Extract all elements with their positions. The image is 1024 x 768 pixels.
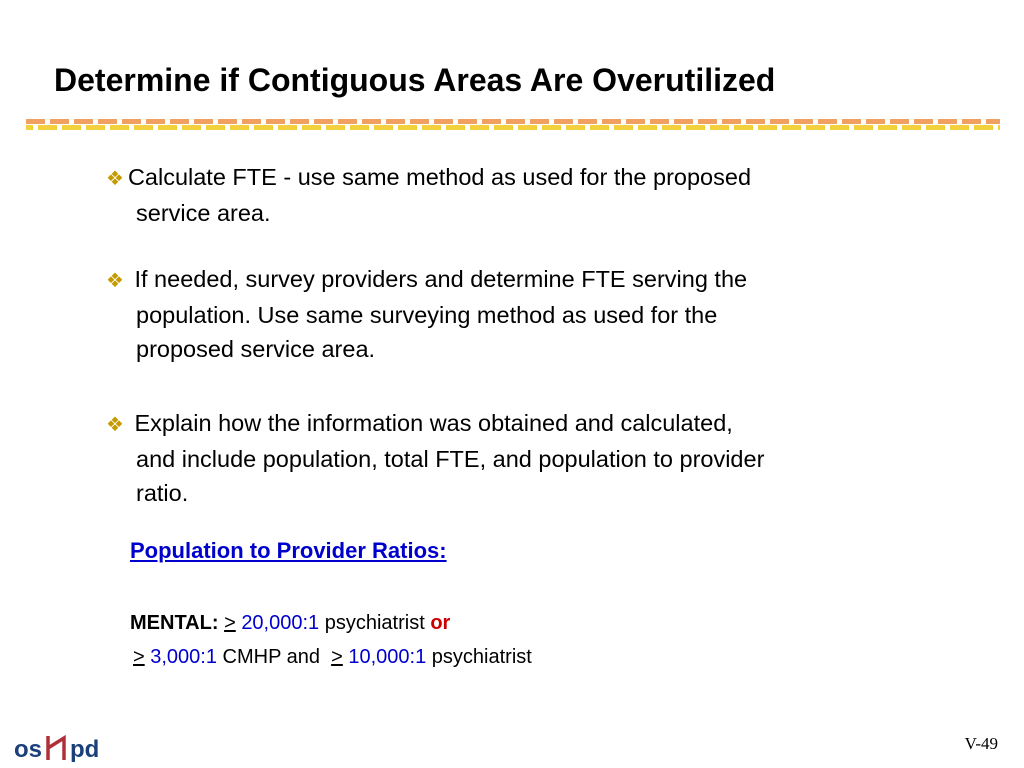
gte-symbol: > (224, 612, 236, 634)
title-divider (26, 118, 1000, 132)
ratios-heading: Population to Provider Ratios: (130, 538, 447, 563)
ratio-value: 20,000:1 (241, 612, 320, 634)
diamond-bullet-icon: ❖ (106, 414, 124, 436)
diamond-bullet-icon: ❖ (106, 270, 124, 292)
bullet-explain-information: ❖ Explain how the information was obtained and calculated, and include population, total FTE, and population to provider ratio. (106, 410, 765, 506)
or-connector: or (430, 612, 451, 634)
gte-symbol: > (331, 646, 343, 668)
oshpd-logo (14, 724, 114, 764)
ratio-value: 10,000:1 (348, 646, 427, 668)
mental-label: MENTAL: (130, 612, 219, 634)
diamond-bullet-icon: ❖ (106, 168, 124, 190)
provider-type: psychiatrist (431, 646, 532, 668)
cmhp-ratio-line (133, 646, 532, 669)
ratio-value: 3,000:1 (150, 646, 217, 668)
gte-symbol: > (133, 646, 145, 668)
provider-type: CMHP and (222, 646, 320, 668)
page-number: V-49 (964, 734, 998, 753)
provider-type: psychiatrist (324, 612, 425, 634)
slide-title: Determine if Contiguous Areas Are Overutilized (54, 62, 776, 98)
svg-text:pd: pd (70, 736, 100, 763)
bullet-survey-providers: ❖ If needed, survey providers and determine FTE serving the population. Use same surveying method as used for the proposed service area. (106, 266, 748, 362)
bullet-calculate-fte: ❖ Calculate FTE - use same method as used for the proposed service area. (106, 164, 752, 226)
svg-text:os: os (14, 736, 43, 763)
mental-ratio-line (130, 612, 450, 635)
